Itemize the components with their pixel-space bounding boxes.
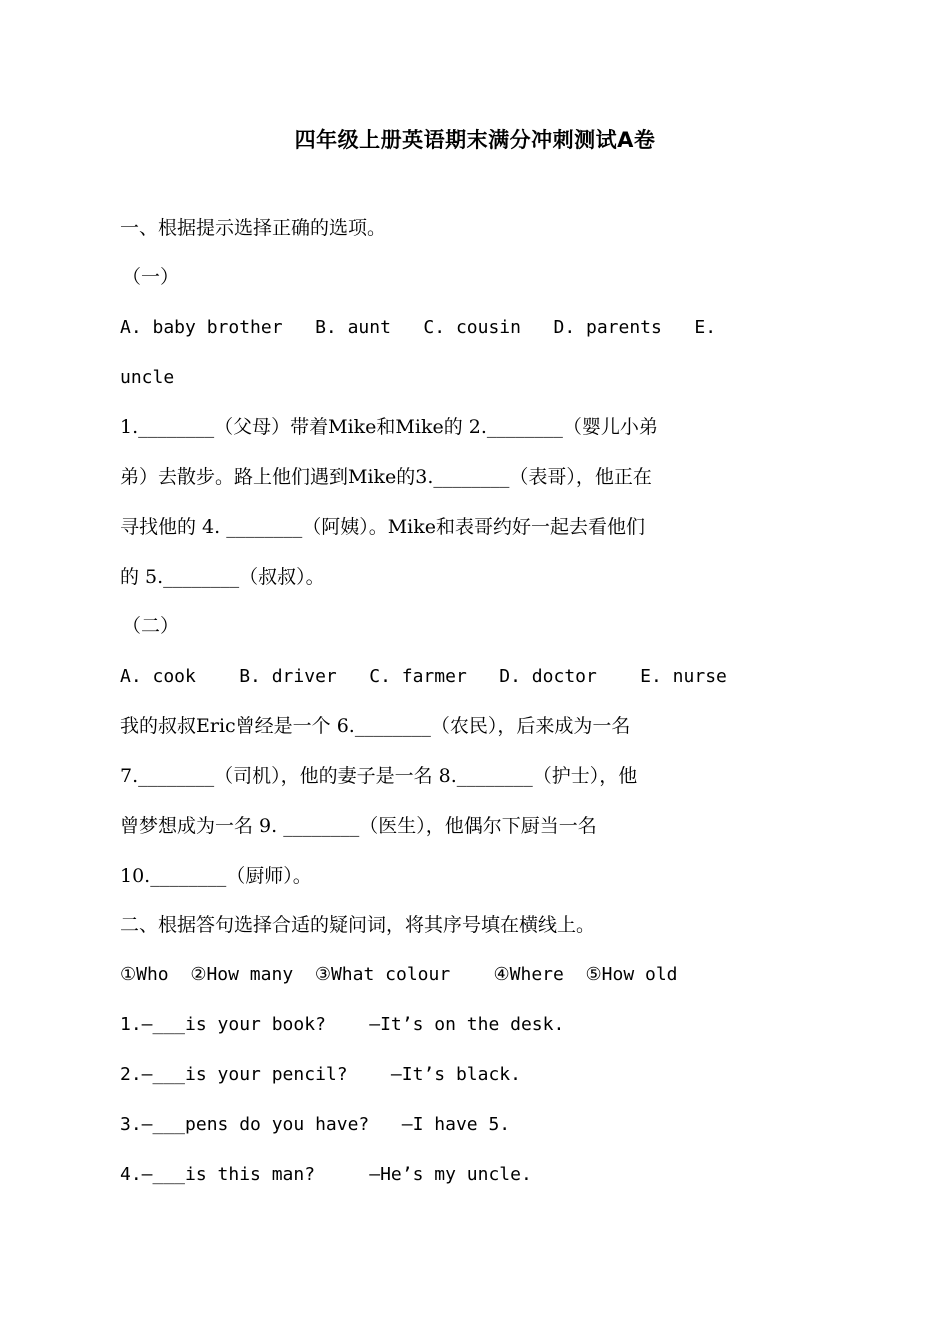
part1-text-line: 寻找他的 4. ________（阿姨）。Mike和表哥约好一起去看他们 [120, 516, 645, 538]
part1-options-cont: uncle [120, 367, 175, 388]
part2-label: （二） [122, 615, 180, 637]
part2-text-line: 7.________（司机），他的妻子是一名 8.________（护士），他 [120, 765, 638, 787]
part2-text-line: 我的叔叔Eric曾经是一个 6.________（农民），后来成为一名 [120, 715, 631, 737]
part1-text-line: 1.________（父母）带着Mike和Mike的 2.________（婴儿小弟 [120, 416, 658, 438]
part1-label: （一） [122, 266, 180, 288]
part2-text-line: 10.________（厨师）。 [120, 865, 312, 887]
section2-heading: 二、根据答句选择合适的疑问词，将其序号填在横线上。 [120, 914, 596, 936]
part2-text-line: 曾梦想成为一名 9. ________（医生），他偶尔下厨当一名 [120, 815, 597, 837]
part2-options: A. cook B. driver C. farmer D. doctor E. nurse [120, 666, 727, 687]
section1-heading: 一、根据提示选择正确的选项。 [120, 217, 387, 239]
question-item: 2.—___is your pencil? —It’s black. [120, 1064, 521, 1085]
part1-text-line: 的 5.________（叔叔）。 [120, 566, 325, 588]
question-item: 4.—___is this man? —He’s my uncle. [120, 1164, 532, 1185]
question-item: 3.—___pens do you have? —I have 5. [120, 1114, 511, 1135]
part1-options: A. baby brother B. aunt C. cousin D. parents E. [120, 317, 717, 338]
part1-text-line: 弟）去散步。路上他们遇到Mike的3.________（表哥），他正在 [120, 466, 652, 488]
section2-options: ①Who ②How many ③What colour ④Where ⑤How old [120, 964, 678, 985]
page-title: 四年级上册英语期末满分冲刺测试A卷 [294, 128, 656, 152]
question-item: 1.—___is your book? —It’s on the desk. [120, 1014, 565, 1035]
